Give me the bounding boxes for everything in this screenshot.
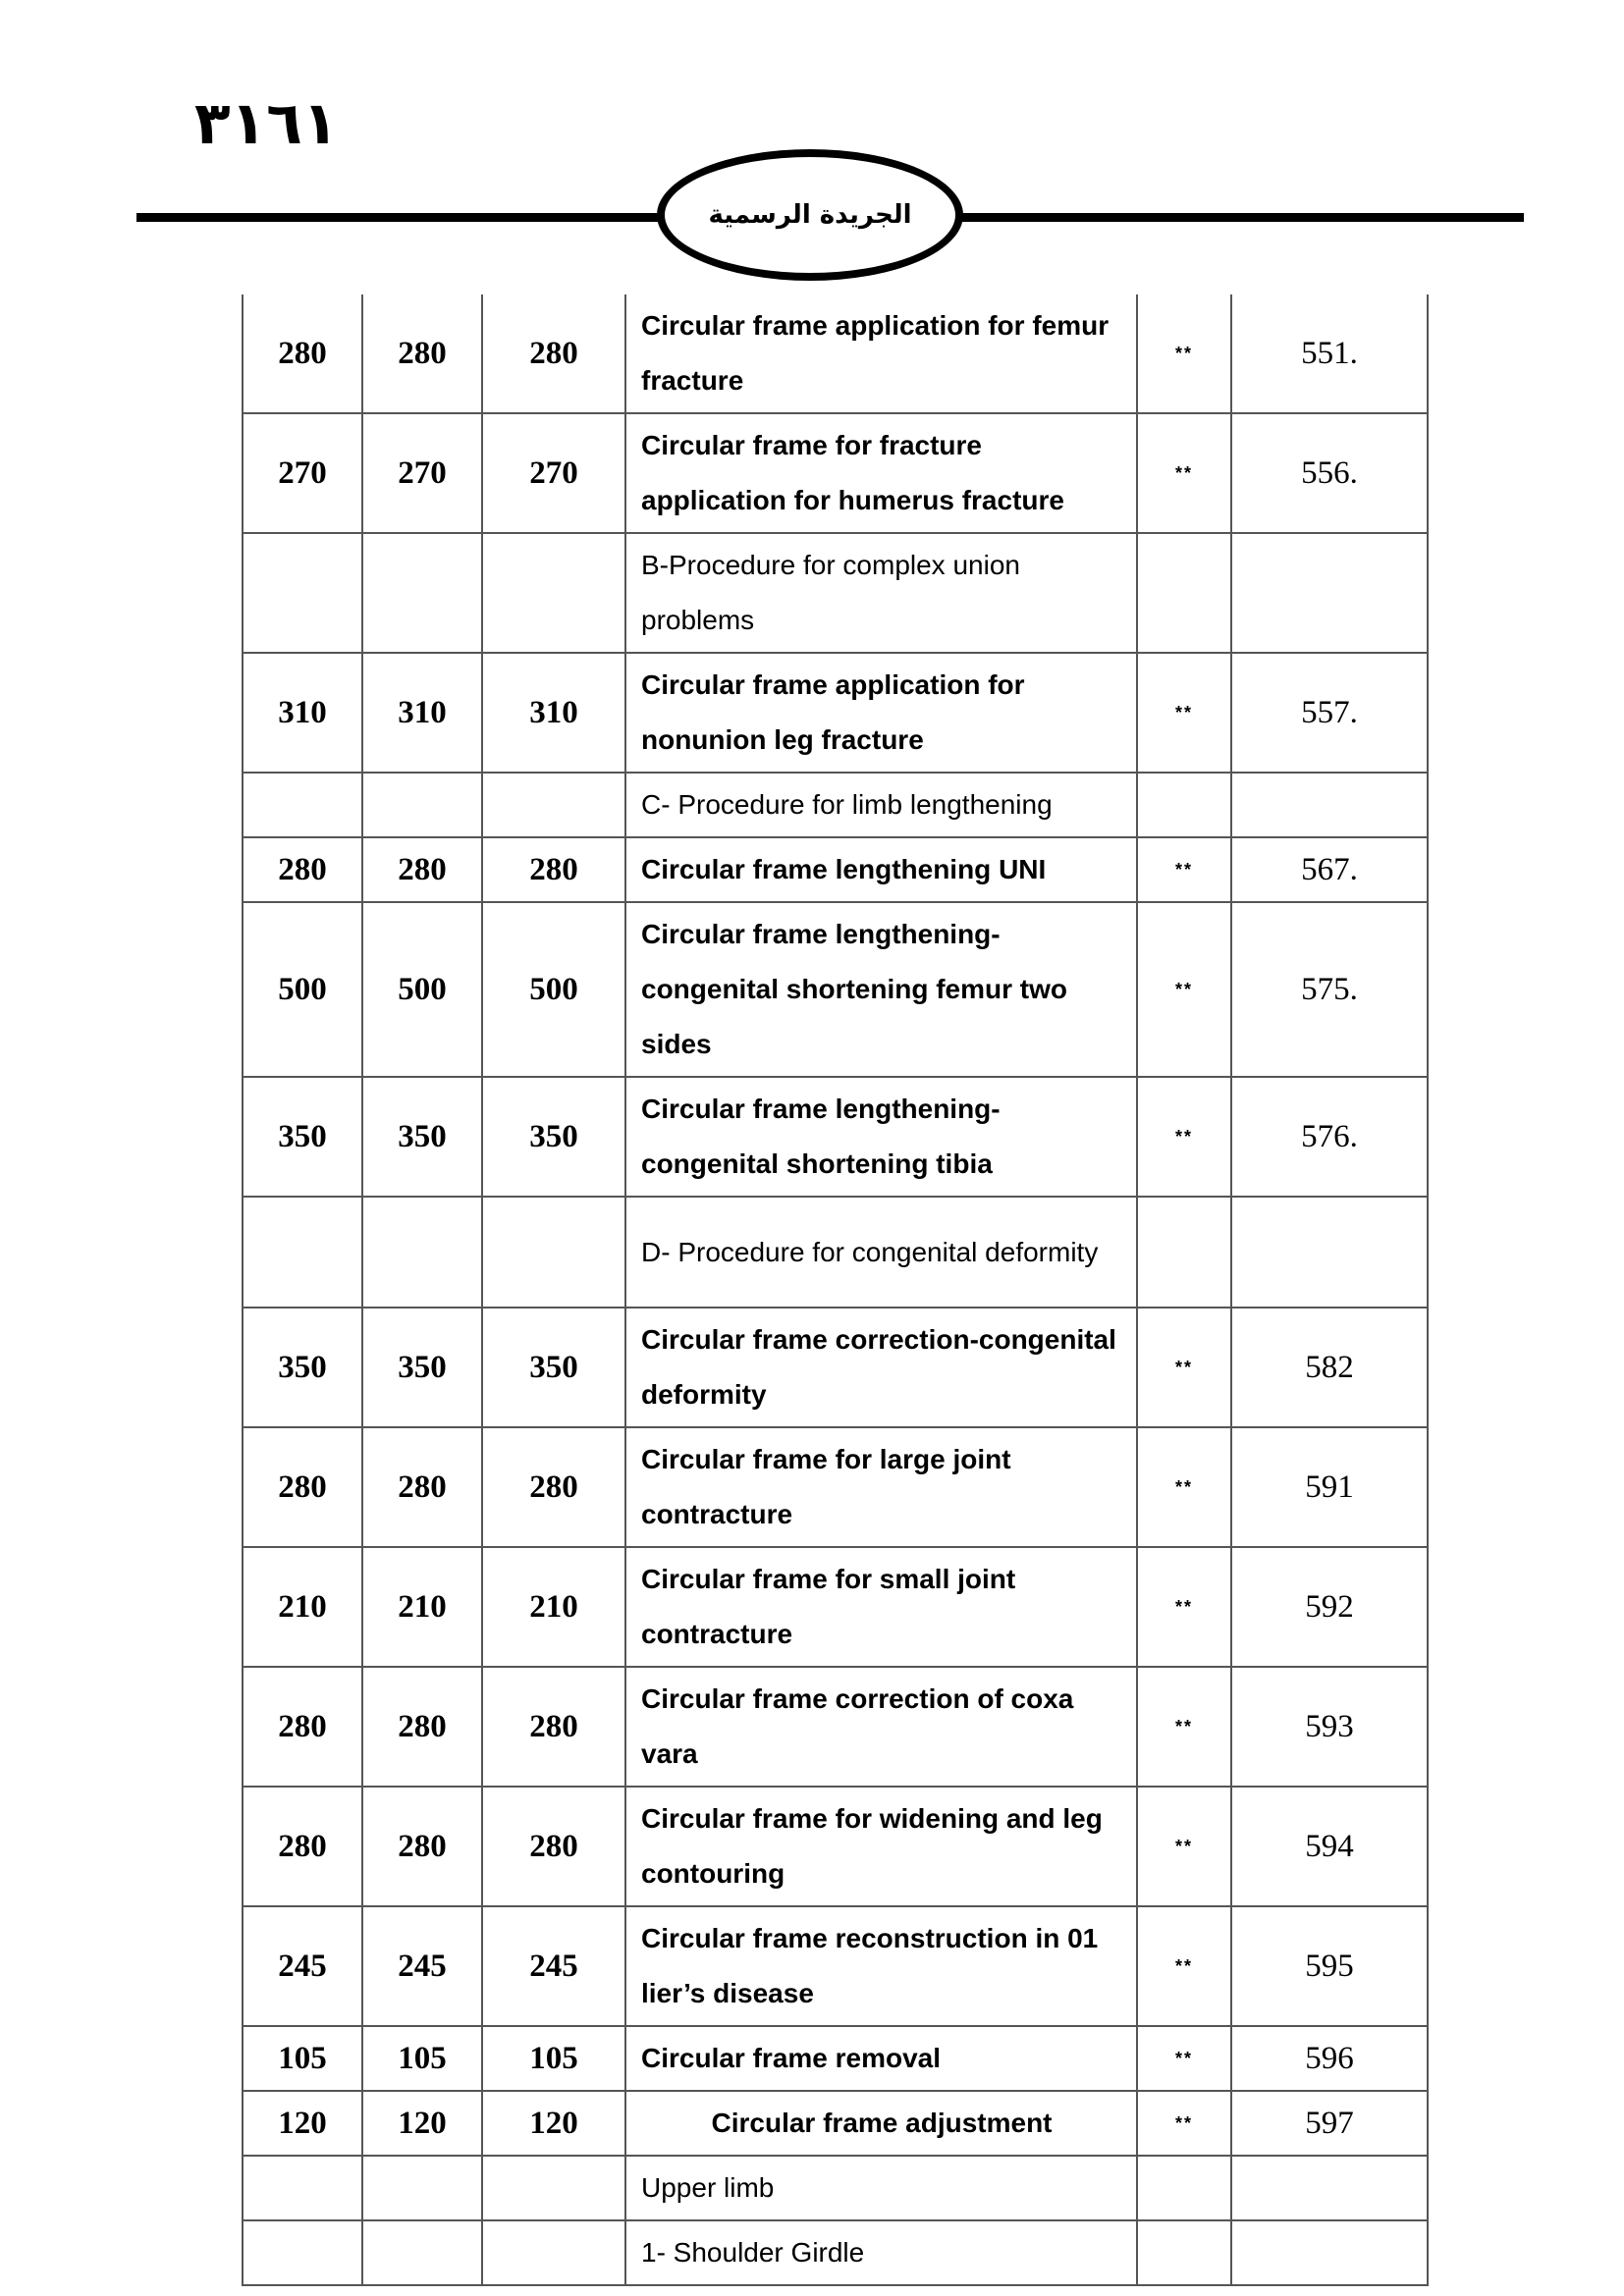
table-row xyxy=(243,294,1428,413)
price-value-2 xyxy=(362,2156,482,2220)
table-row xyxy=(243,2220,1428,2285)
procedure-code: 576. xyxy=(1231,1077,1428,1197)
price-value-2: 310 xyxy=(362,653,482,773)
table-row xyxy=(243,413,1428,533)
table-row xyxy=(243,1077,1428,1197)
procedure-code xyxy=(1231,533,1428,653)
price-value-2: 280 xyxy=(362,294,482,413)
table-row xyxy=(243,1197,1428,1308)
price-value-1: 280 xyxy=(243,1667,362,1787)
procedure-code: 582 xyxy=(1231,1308,1428,1427)
procedure-description: Circular frame for large joint contracture xyxy=(625,1427,1137,1547)
price-value-3: 280 xyxy=(482,294,625,413)
table-row xyxy=(243,1547,1428,1667)
asterisk-mark: ** xyxy=(1137,1547,1231,1667)
price-value-3: 210 xyxy=(482,1547,625,1667)
table-row xyxy=(243,533,1428,653)
procedure-code: 575. xyxy=(1231,902,1428,1077)
price-value-1 xyxy=(243,2156,362,2220)
price-value-1 xyxy=(243,533,362,653)
price-value-3: 280 xyxy=(482,1667,625,1787)
price-value-3: 310 xyxy=(482,653,625,773)
procedure-description: Circular frame correction-congenital deformity xyxy=(625,1308,1137,1427)
procedure-description: Circular frame for fracture application for humerus fracture xyxy=(625,413,1137,533)
procedure-description: D- Procedure for congenital deformity xyxy=(625,1197,1137,1308)
table-row xyxy=(243,1667,1428,1787)
price-value-2: 245 xyxy=(362,1906,482,2026)
price-value-3 xyxy=(482,533,625,653)
price-value-2: 105 xyxy=(362,2026,482,2091)
price-value-2: 270 xyxy=(362,413,482,533)
asterisk-mark xyxy=(1137,773,1231,837)
table-row xyxy=(243,1906,1428,2026)
price-value-3: 350 xyxy=(482,1308,625,1427)
procedure-code: 595 xyxy=(1231,1906,1428,2026)
table-row xyxy=(243,773,1428,837)
price-value-2: 280 xyxy=(362,1427,482,1547)
price-value-3: 245 xyxy=(482,1906,625,2026)
asterisk-mark: ** xyxy=(1137,2091,1231,2156)
asterisk-mark: ** xyxy=(1137,2026,1231,2091)
asterisk-mark: ** xyxy=(1137,1077,1231,1197)
price-value-1: 500 xyxy=(243,902,362,1077)
price-value-3: 280 xyxy=(482,837,625,902)
procedure-description: Circular frame for small joint contracture xyxy=(625,1547,1137,1667)
procedure-code: 551. xyxy=(1231,294,1428,413)
table-row xyxy=(243,1787,1428,1906)
table-row xyxy=(243,1427,1428,1547)
asterisk-mark: ** xyxy=(1137,837,1231,902)
price-value-2: 500 xyxy=(362,902,482,1077)
table-row xyxy=(243,2156,1428,2220)
asterisk-mark xyxy=(1137,2156,1231,2220)
procedure-description: Circular frame for widening and leg contouring xyxy=(625,1787,1137,1906)
procedure-description: Upper limb xyxy=(625,2156,1137,2220)
price-value-1 xyxy=(243,1197,362,1308)
procedure-code: 597 xyxy=(1231,2091,1428,2156)
procedure-description: Circular frame application for femur fracture xyxy=(625,294,1137,413)
procedure-description: B-Procedure for complex union problems xyxy=(625,533,1137,653)
price-value-3 xyxy=(482,2220,625,2285)
price-value-2: 280 xyxy=(362,1667,482,1787)
procedure-description: Circular frame application for nonunion leg fracture xyxy=(625,653,1137,773)
procedure-code: 594 xyxy=(1231,1787,1428,1906)
gazette-title: الجريدة الرسمية xyxy=(708,200,912,230)
procedure-description: Circular frame reconstruction in 01 lier’s disease xyxy=(625,1906,1137,2026)
price-value-1: 210 xyxy=(243,1547,362,1667)
asterisk-mark: ** xyxy=(1137,1906,1231,2026)
asterisk-mark xyxy=(1137,533,1231,653)
procedure-description: Circular frame lengthening UNI xyxy=(625,837,1137,902)
price-value-3: 105 xyxy=(482,2026,625,2091)
procedure-description: Circular frame adjustment xyxy=(625,2091,1137,2156)
price-table xyxy=(242,294,1429,2286)
table-row xyxy=(243,837,1428,902)
price-value-1: 120 xyxy=(243,2091,362,2156)
asterisk-mark: ** xyxy=(1137,294,1231,413)
asterisk-mark: ** xyxy=(1137,413,1231,533)
procedure-code: 567. xyxy=(1231,837,1428,902)
procedure-description: 1- Shoulder Girdle xyxy=(625,2220,1137,2285)
price-value-2 xyxy=(362,1197,482,1308)
asterisk-mark: ** xyxy=(1137,1308,1231,1427)
price-value-1: 280 xyxy=(243,294,362,413)
procedure-code: 557. xyxy=(1231,653,1428,773)
asterisk-mark: ** xyxy=(1137,902,1231,1077)
procedure-code xyxy=(1231,2156,1428,2220)
price-value-1: 280 xyxy=(243,837,362,902)
price-value-3 xyxy=(482,773,625,837)
procedure-description: C- Procedure for limb lengthening xyxy=(625,773,1137,837)
price-value-2 xyxy=(362,533,482,653)
price-value-1: 280 xyxy=(243,1787,362,1906)
price-value-2 xyxy=(362,773,482,837)
procedure-code: 592 xyxy=(1231,1547,1428,1667)
price-value-2 xyxy=(362,2220,482,2285)
price-table-body xyxy=(243,294,1428,2285)
procedure-code xyxy=(1231,1197,1428,1308)
price-value-3: 500 xyxy=(482,902,625,1077)
price-value-2: 280 xyxy=(362,1787,482,1906)
table-row xyxy=(243,902,1428,1077)
procedure-code: 591 xyxy=(1231,1427,1428,1547)
procedure-description: Circular frame lengthening-congenital shortening femur two sides xyxy=(625,902,1137,1077)
price-value-3 xyxy=(482,1197,625,1308)
price-value-3: 120 xyxy=(482,2091,625,2156)
procedure-description: Circular frame correction of coxa vara xyxy=(625,1667,1137,1787)
asterisk-mark: ** xyxy=(1137,653,1231,773)
procedure-description: Circular frame removal xyxy=(625,2026,1137,2091)
price-value-3: 270 xyxy=(482,413,625,533)
price-value-3: 350 xyxy=(482,1077,625,1197)
asterisk-mark: ** xyxy=(1137,1667,1231,1787)
price-value-1: 270 xyxy=(243,413,362,533)
price-value-2: 350 xyxy=(362,1077,482,1197)
price-value-1: 105 xyxy=(243,2026,362,2091)
procedure-code xyxy=(1231,773,1428,837)
price-value-1: 245 xyxy=(243,1906,362,2026)
asterisk-mark: ** xyxy=(1137,1787,1231,1906)
asterisk-mark xyxy=(1137,2220,1231,2285)
price-value-3: 280 xyxy=(482,1427,625,1547)
table-row xyxy=(243,2091,1428,2156)
price-value-2: 210 xyxy=(362,1547,482,1667)
price-value-1 xyxy=(243,773,362,837)
price-value-2: 280 xyxy=(362,837,482,902)
gazette-title-oval xyxy=(657,149,963,281)
price-value-3: 280 xyxy=(482,1787,625,1906)
procedure-code xyxy=(1231,2220,1428,2285)
price-value-1: 350 xyxy=(243,1077,362,1197)
price-value-1: 310 xyxy=(243,653,362,773)
price-value-1: 350 xyxy=(243,1308,362,1427)
page-number: ٣١٦١ xyxy=(194,89,339,158)
price-value-1 xyxy=(243,2220,362,2285)
procedure-code: 593 xyxy=(1231,1667,1428,1787)
procedure-description: Circular frame lengthening-congenital shortening tibia xyxy=(625,1077,1137,1197)
price-value-1: 280 xyxy=(243,1427,362,1547)
procedure-code: 556. xyxy=(1231,413,1428,533)
asterisk-mark: ** xyxy=(1137,1427,1231,1547)
table-row xyxy=(243,1308,1428,1427)
price-value-2: 120 xyxy=(362,2091,482,2156)
asterisk-mark xyxy=(1137,1197,1231,1308)
table-row xyxy=(243,653,1428,773)
price-value-2: 350 xyxy=(362,1308,482,1427)
table-row xyxy=(243,2026,1428,2091)
price-value-3 xyxy=(482,2156,625,2220)
procedure-code: 596 xyxy=(1231,2026,1428,2091)
